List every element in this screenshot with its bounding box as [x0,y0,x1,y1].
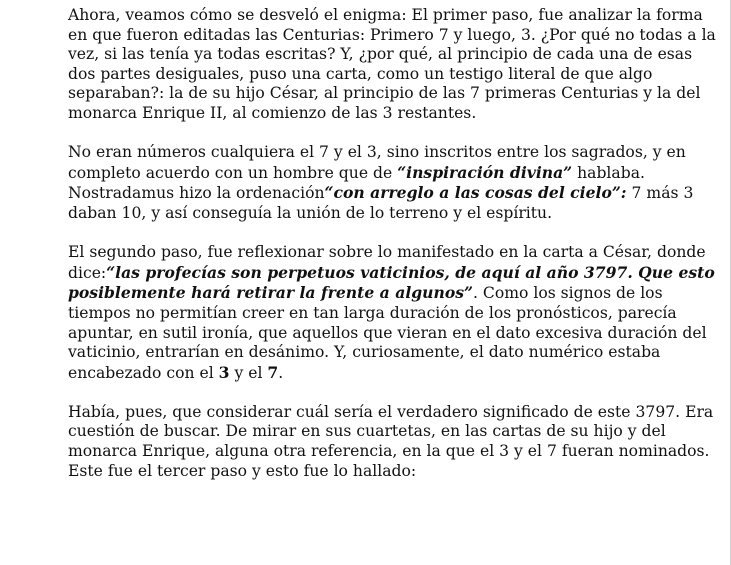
paragraph-2-text-1: No eran números cualquiera el 7 y el 3, sino inscritos entre los sagrados, y en completo acuerdo con un hombre que de [68,143,686,182]
document-body [68,6,724,501]
paragraph-2-text-2: hablaba. Nostradamus hizo la ordenación [68,163,645,203]
paragraph-2-text-3: 7 más 3 daban 10, y así conseguía la unión de lo terreno y el espíritu. [68,184,694,222]
paragraph-4: Había, pues, que considerar cuál sería el verdadero significado de este 3797. Era cuestión de buscar. De mirar en sus cuartetas, en las cartas de su hijo y del monarca Enrique, alguna otra referencia, en la que el 3 y el 7 fueran nominados. Este fue el tercer paso y esto fue lo hallado: [68,402,714,480]
paragraph-3-text-3: y el [229,363,268,382]
paragraph-3-text-2: . Como los signos de los tiempos no permitían creer en tan larga duración de los pronósticos, parecía apuntar, en sutil ironía, que aquellos que vieran en el dato excesiva duración del vaticinio, entrarían en desánimo. Y, curiosamente, el dato numérico estaba encabezado con el [68,284,707,382]
quote-arreglo-cosas-cielo: “con arreglo a las cosas del cielo”: [324,183,627,203]
paragraph-3-text-4: . [278,363,284,382]
bold-number-3: 3 [218,362,230,382]
paragraph-3 [68,243,724,383]
paragraph-2 [68,143,724,223]
paragraph-3-text-1: El segundo paso, fue reflexionar sobre lo manifestado en la carta a César, donde dice: [68,243,706,282]
quote-profecias-perpetuos: “las profecías son perpetuos vaticinios, de aquí al año 3797. Que esto posiblemente hará retirar la frente a algunos” [68,262,715,303]
quote-inspiracion-divina: “inspiración divina” [397,162,573,182]
paragraph-1: Ahora, veamos cómo se desveló el enigma: El primer paso, fue analizar la forma en que fueron editadas las Centurias: Primero 7 y luego, 3. ¿Por qué no todas a la vez, si las tenía ya todas escritas? Y, ¿por qué, al principio de cada una de esas dos partes desiguales, puso una carta, como un testigo literal de que algo separaban?: la de su hijo César, al principio de las 7 primeras Centurias y la del monarca Enrique II, al comienzo de las 3 restantes. [68,6,716,122]
bold-number-7: 7 [267,362,279,382]
